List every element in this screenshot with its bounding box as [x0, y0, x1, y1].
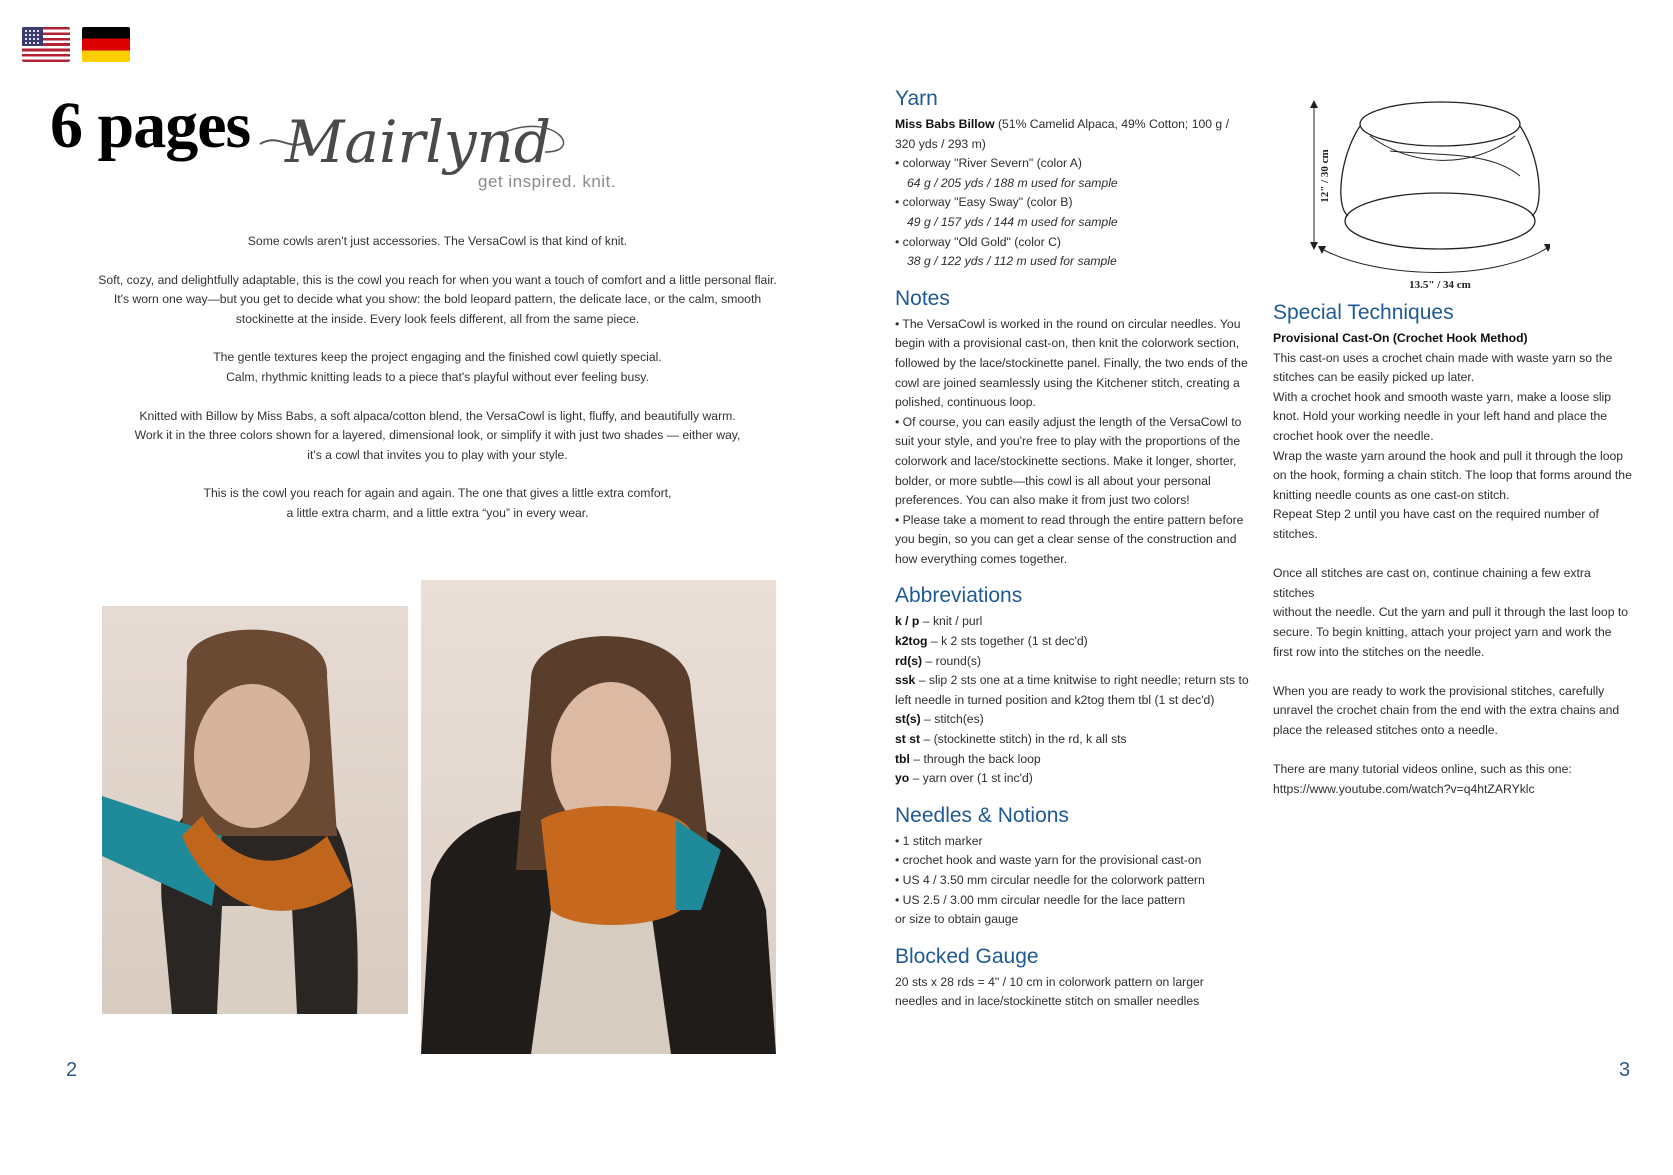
- cowl-photo-lace: [102, 606, 408, 1014]
- intro-paragraph-3: The gentle textures keep the project engaging and the finished cowl quietly special. Calm, rhythmic knitting leads to a piece that's playful without ever feeling busy.: [213, 350, 662, 384]
- yarn-section: Yarn Miss Babs Billow (51% Camelid Alpaca, 49% Cotton; 100 g / 320 yds / 293 m) • colorway "River Severn" (color A) 64 g / 205 yds / 188 m used for sample • colorway "Easy Sway" (color B) 49 g / 157 yds / 144 m used for sample • colorway "Old Gold" (color C) 38 g / 122 yds / 112 m used for sample: [895, 86, 1255, 272]
- page-number-right: 3: [1619, 1059, 1631, 1081]
- notes-heading: Notes: [895, 286, 950, 310]
- provisional-caston-subheading: Provisional Cast-On (Crochet Hook Method): [1273, 331, 1528, 345]
- page-number-left: 2: [66, 1059, 78, 1081]
- height-label: 12" / 30 cm: [1319, 149, 1331, 203]
- intro-paragraph-4: Knitted with Billow by Miss Babs, a soft alpaca/cotton blend, the VersaCowl is light, fluffy, and beautifully warm. Work it in the three colors shown for a layered, dimensional look, or simplify it with just two shades — either way, it's a cowl that invites you to play with your style.: [134, 408, 741, 462]
- abbr-item: k2tog – k 2 sts together (1 st dec'd): [895, 634, 1088, 649]
- pattern-details-column: [895, 86, 1255, 1026]
- abbr-item: ssk – slip 2 sts one at a time knitwise to right needle; return sts to: [895, 673, 1249, 688]
- abbr-item: k / p – knit / purl: [895, 614, 983, 629]
- notes-section: Notes • The VersaCowl is worked in the round on circular needles. You begin with a provisional cast-on, then knit the colorwork section, followed by the lace/stockinette panel. Finally, the two ends of the cowl are joined seamlessly using the Kitchener stitch, creating a polished, continuous loop. • Of course, you can easily adjust the length of the VersaCowl to suit your style, and you're free to play with the proportions of the colorwork and lace/stockinette sections. Make it longer, shorter, bolder, or more subtle—this cowl is all about your personal preferences. You can also make it from just two colors! • Please take a moment to read through the entire pattern before you begin, so you can get a clear sense of the construction and how everything comes together.: [895, 286, 1255, 570]
- abbr-item: st st – (stockinette stitch) in the rd, k all sts: [895, 732, 1127, 747]
- abbr-item: left needle in turned position and k2tog them tbl (1 st dec'd): [895, 692, 1215, 707]
- intro-text: [70, 232, 805, 543]
- abbreviations-heading: Abbreviations: [895, 584, 1023, 608]
- needles-heading: Needles & Notions: [895, 803, 1069, 827]
- de-flag-icon[interactable]: [82, 27, 130, 62]
- colorway-b: • colorway "Easy Sway" (color B): [895, 195, 1073, 210]
- special-techniques-column: Special Techniques Provisional Cast-On (Crochet Hook Method) This cast-on uses a crochet chain made with waste yarn so the stitches can be easily picked up later. With a crochet hook and smooth waste yarn, make a loose slip knot. Hold your working needle in your left hand and place the crochet hook over the needle. Wrap the waste yarn around the hook and pull it through the loop on the hook, forming a chain stitch. The loop that forms around the knitting needle counts as one cast-on stitch. Repeat Step 2 until you have cast on the required number of stitches. Once all stitches are cast on, continue chaining a few extra stitches without the needle. Cut the yarn and pull it through the last loop to secure. To begin knitting, attach your project yarn and work the first row into the stitches on the needle. When you are ready to work the provisional stitches, carefully unravel the crochet chain from the end with the extra chains and place the released stitches onto a needle. There are many tutorial videos online, such as this one: https://www.youtube.com/watch?v=q4htZARYklc: [1273, 300, 1633, 799]
- page-count-title: 6 pages: [50, 89, 251, 162]
- cowl-schematic-diagram: [1300, 96, 1550, 291]
- abbreviations-section: [895, 583, 1255, 788]
- tutorial-link[interactable]: https://www.youtube.com/watch?v=q4htZARYklc: [1273, 781, 1535, 796]
- width-label: 13.5" / 34 cm: [1409, 279, 1471, 291]
- colorway-c: • colorway "Old Gold" (color C): [895, 234, 1061, 249]
- us-flag-icon[interactable]: [22, 27, 70, 62]
- logo-tagline: get inspired. knit.: [478, 172, 617, 191]
- abbr-item: yo – yarn over (1 st inc'd): [895, 771, 1033, 786]
- cowl-photo-stockinette: [421, 580, 776, 1054]
- special-techniques-heading: Special Techniques: [1273, 301, 1454, 324]
- intro-paragraph-2: Soft, cozy, and delightfully adaptable, this is the cowl you reach for when you want a touch of comfort and a little personal flair. It's worn one way—but you get to decide what you show: the bold leopard pattern, the delicate lace, or the calm, smooth stockinette at the inside. Every look feels different, all from the same piece.: [98, 272, 777, 326]
- intro-paragraph-1: Some cowls aren't just accessories. The VersaCowl is that kind of knit.: [247, 234, 628, 248]
- gauge-section: Blocked Gauge 20 sts x 28 rds = 4" / 10 cm in colorwork pattern on larger needles and in lace/stockinette stitch on smaller needles: [895, 944, 1255, 1012]
- abbr-item: tbl – through the back loop: [895, 751, 1041, 766]
- intro-paragraph-5: This is the cowl you reach for again and again. The one that gives a little extra comfort, a little extra charm, and a little extra “you” in every wear.: [203, 486, 672, 520]
- abbr-item: rd(s) – round(s): [895, 653, 982, 668]
- colorway-a: • colorway "River Severn" (color A): [895, 156, 1082, 171]
- yarn-name: Miss Babs Billow: [895, 117, 995, 131]
- mairlynd-logo: [255, 92, 585, 212]
- abbr-item: st(s) – stitch(es): [895, 712, 984, 727]
- yarn-heading: Yarn: [895, 87, 938, 110]
- svg-text:Mairlynd: Mairlynd: [285, 108, 552, 176]
- needles-section: Needles & Notions • 1 stitch marker • crochet hook and waste yarn for the provisional cast-on • US 4 / 3.50 mm circular needle for the colorwork pattern • US 2.5 / 3.00 mm circular needle for the lace pattern or size to obtain gauge: [895, 803, 1255, 930]
- gauge-heading: Blocked Gauge: [895, 944, 1039, 968]
